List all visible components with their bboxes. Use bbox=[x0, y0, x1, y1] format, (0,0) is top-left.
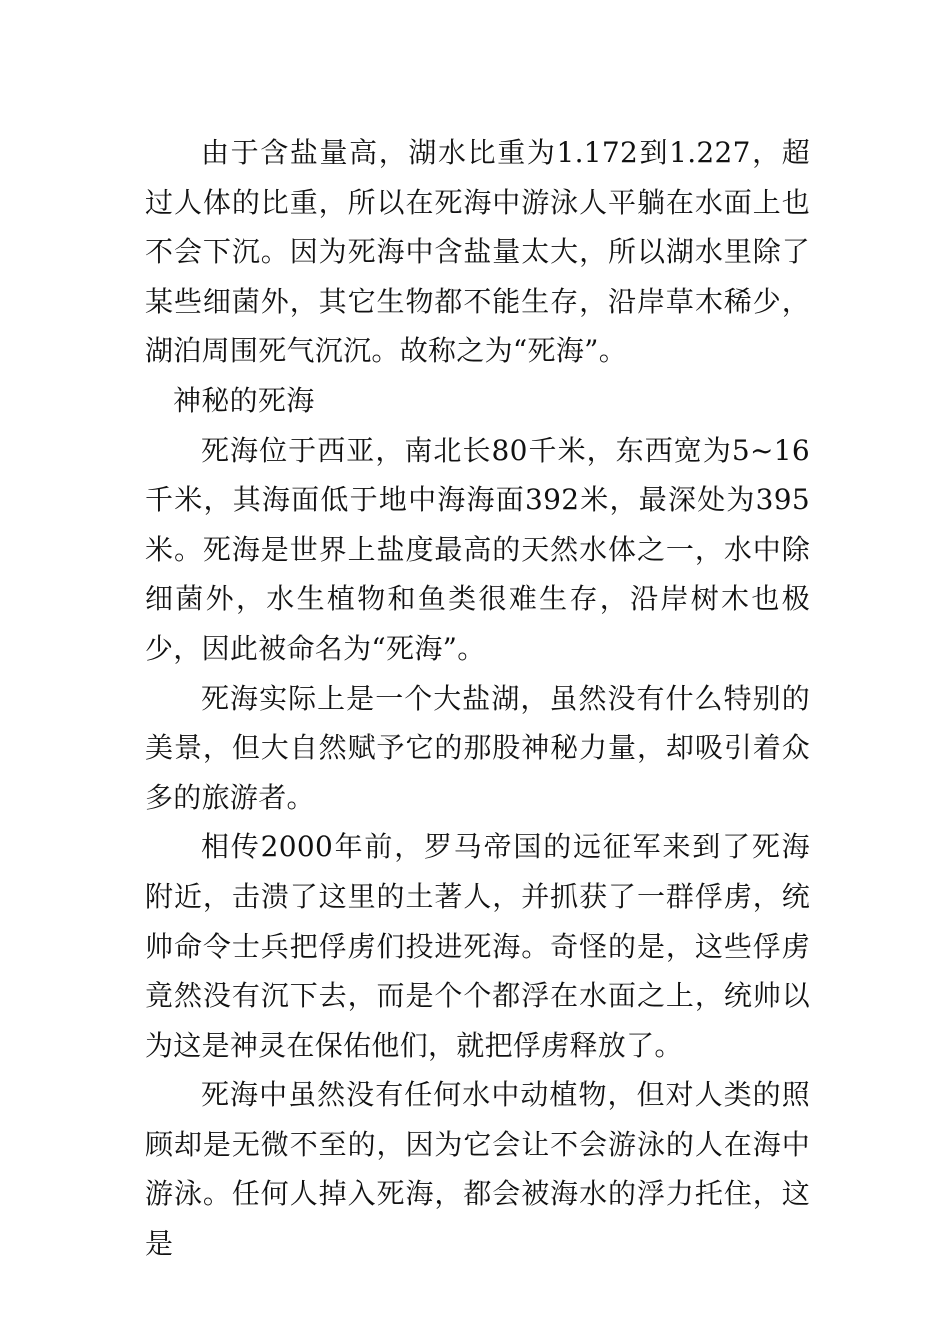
paragraph-legend: 相传2000年前，罗马帝国的远征军来到了死海附近，击溃了这里的土著人，并抓获了一群俘虏，统帅命令士兵把俘虏们投进死海。奇怪的是，这些俘虏竟然没有沉下去，而是个个都浮在水面之上，统帅以为这是神灵在保佑他们，就把俘虏释放了。 bbox=[145, 830, 810, 1062]
section-heading: 神秘的死海 bbox=[173, 383, 315, 417]
paragraph-location: 死海位于西亚，南北长80千米，东西宽为5~16千米，其海面低于地中海海面392米，最深处为395米。死海是世界上盐度最高的天然水体之一，水中除细菌外，水生植物和鱼类很难生存，沿岸树木也极少，因此被命名为“死海”。 bbox=[145, 433, 810, 665]
paragraph-salinity: 由于含盐量高，湖水比重为1.172到1.227，超过人体的比重，所以在死海中游泳人平躺在水面上也不会下沉。因为死海中含盐量太大，所以湖水里除了某些细菌外，其它生物都不能生存，沿岸草木稀少，湖泊周围死气沉沉。故称之为“死海”。 bbox=[145, 136, 810, 368]
paragraph-buoyancy: 死海中虽然没有任何水中动植物，但对人类的照顾却是无微不至的，因为它会让不会游泳的人在海中游泳。任何人掉入死海，都会被海水的浮力托住，这是 bbox=[145, 1078, 810, 1261]
document-body bbox=[145, 128, 810, 1269]
paragraph-attraction: 死海实际上是一个大盐湖，虽然没有什么特别的美景，但大自然赋予它的那股神秘力量，却吸引着众多的旅游者。 bbox=[145, 681, 810, 814]
